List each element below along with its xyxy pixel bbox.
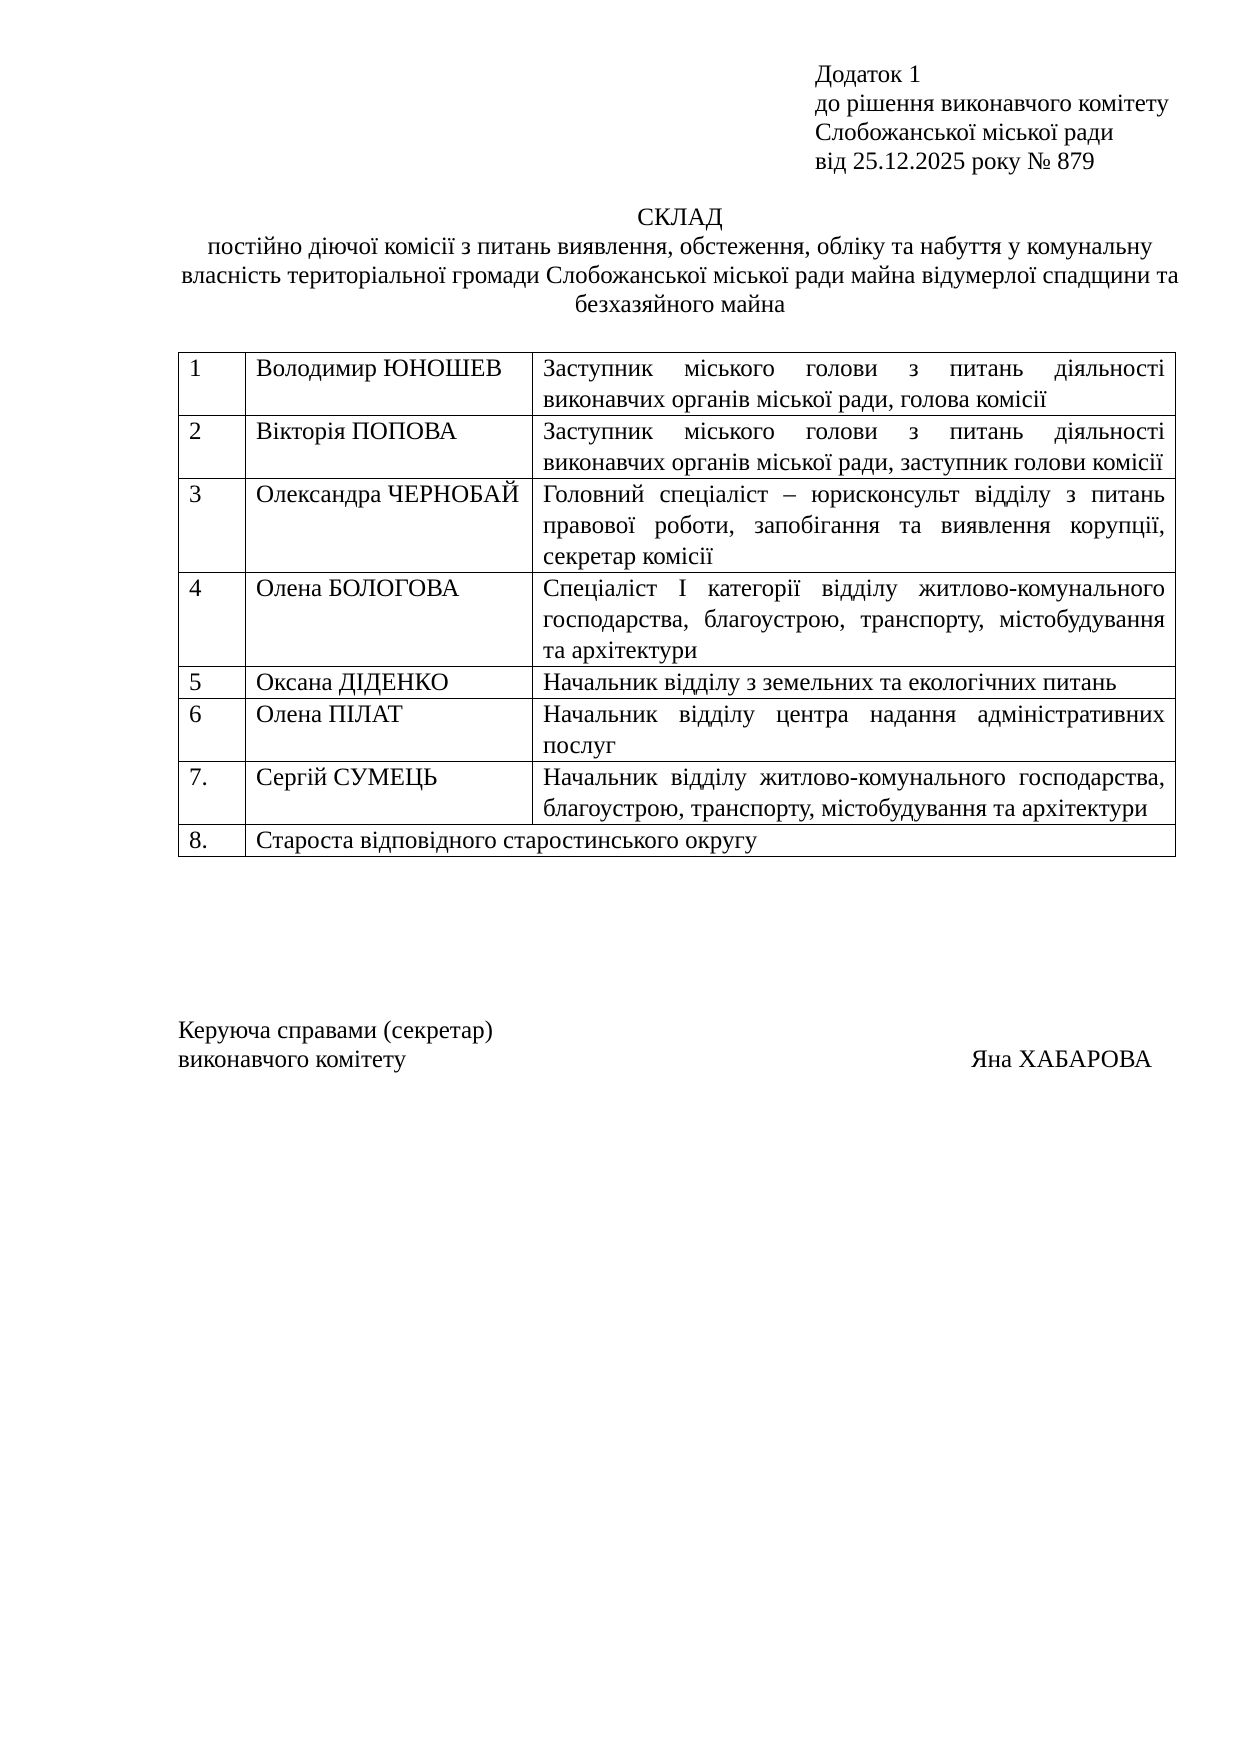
- table-row: [179, 762, 1176, 825]
- member-name: Олександра ЧЕРНОБАЙ: [246, 479, 533, 573]
- member-number: 1: [179, 353, 246, 416]
- member-name: Сергій СУМЕЦЬ: [246, 762, 533, 825]
- signature-title: виконавчого комітету: [178, 1046, 407, 1073]
- member-position: Начальник відділу центра надання адміністративних послуг: [533, 699, 1176, 762]
- member-number: 2: [179, 416, 246, 479]
- table-row: [179, 699, 1176, 762]
- member-position: Заступник міського голови з питань діяльності виконавчих органів міської ради, заступник голови комісії: [533, 416, 1176, 479]
- table-row: [179, 667, 1176, 699]
- appendix-header: [815, 60, 1169, 176]
- appendix-line: від 25.12.2025 року № 879: [815, 148, 1095, 175]
- members-table: [178, 352, 1176, 857]
- member-position: Начальник відділу з земельних та екологічних питань: [533, 667, 1176, 699]
- title-subtitle: постійно діючої комісії з питань виявлення, обстеження, обліку та набуття у комунальну власність територіальної громади Слобожанської міської ради майна відумерлої спадщини та безхазяйного майна: [181, 233, 1179, 318]
- member-number: 3: [179, 479, 246, 573]
- member-name: Вікторія ПОПОВА: [246, 416, 533, 479]
- member-position: Начальник відділу житлово-комунального господарства, благоустрою, транспорту, містобудування та архітектури: [533, 762, 1176, 825]
- member-number: 8.: [179, 825, 246, 857]
- member-name: Олена БОЛОГОВА: [246, 573, 533, 667]
- table-row: [179, 353, 1176, 416]
- appendix-line: Додаток 1: [815, 61, 921, 88]
- member-name: Оксана ДІДЕНКО: [246, 667, 533, 699]
- member-number: 6: [179, 699, 246, 762]
- title-heading: СКЛАД: [637, 204, 723, 231]
- member-name: Староста відповідного старостинського округу: [246, 825, 1176, 857]
- table-row: [179, 825, 1176, 857]
- member-position: Заступник міського голови з питань діяльності виконавчих органів міської ради, голова комісії: [533, 353, 1176, 416]
- document-title: [170, 203, 1190, 319]
- member-name: Володимир ЮНОШЕВ: [246, 353, 533, 416]
- member-number: 4: [179, 573, 246, 667]
- member-name: Олена ПІЛАТ: [246, 699, 533, 762]
- member-number: 7.: [179, 762, 246, 825]
- member-number: 5: [179, 667, 246, 699]
- appendix-line: Слобожанської міської ради: [815, 119, 1114, 146]
- signature-title: Керуюча справами (секретар): [178, 1017, 493, 1044]
- table-row: [179, 479, 1176, 573]
- member-position: Головний спеціаліст – юрисконсульт відділу з питань правової роботи, запобігання та виявлення корупції, секретар комісії: [533, 479, 1176, 573]
- signature-name: Яна ХАБАРОВА: [971, 1046, 1153, 1073]
- signature-block: [178, 1016, 493, 1074]
- table-row: [179, 573, 1176, 667]
- table-row: [179, 416, 1176, 479]
- appendix-line: до рішення виконавчого комітету: [815, 90, 1169, 117]
- member-position: Спеціаліст I категорії відділу житлово-комунального господарства, благоустрою, транспорту, містобудування та архітектури: [533, 573, 1176, 667]
